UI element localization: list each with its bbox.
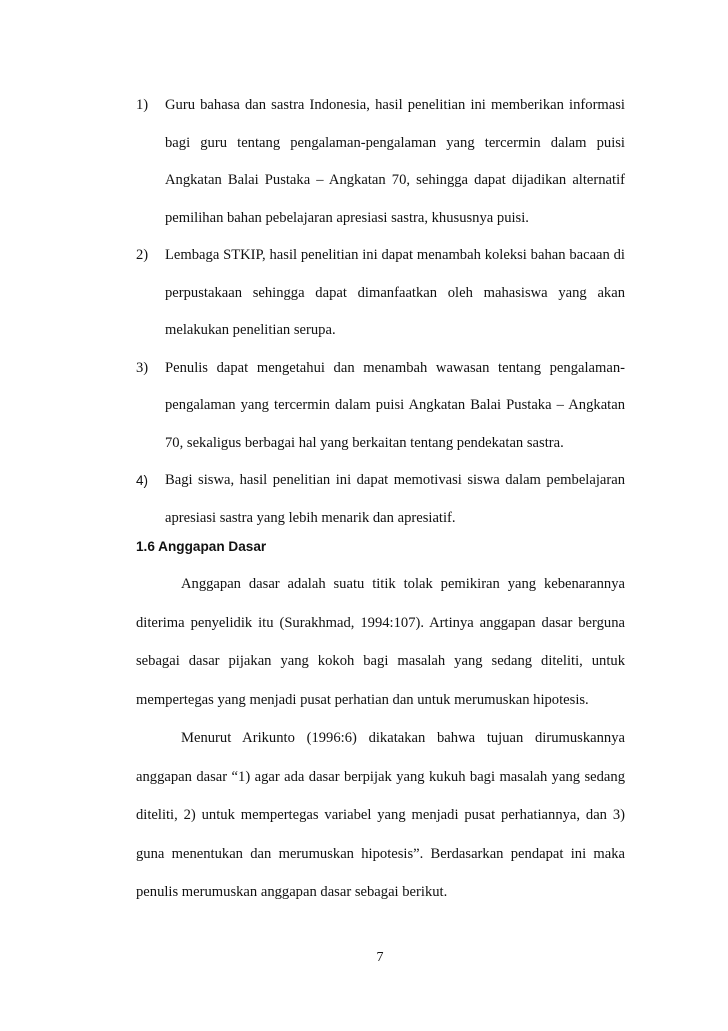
list-number: 4) xyxy=(136,473,149,488)
list-item xyxy=(136,87,625,237)
list-item-text: Bagi siswa, hasil penelitian ini dapat memotivasi siswa dalam pembelajaran apresiasi sastra yang lebih menarik dan apresiatif. xyxy=(165,472,625,526)
page-number: 7 xyxy=(376,950,384,965)
list-item xyxy=(136,350,625,463)
benefits-list xyxy=(136,87,625,537)
list-number: 2) xyxy=(136,247,149,263)
paragraph: Anggapan dasar adalah suatu titik tolak pemikiran yang kebenarannya diterima penyelidik itu (Surakhmad, 1994:107). Artinya anggapan dasar berguna sebagai dasar pijakan yang kokoh bagi masalah yang sedang diteliti, untuk mempertegas yang menjadi pusat perhatian dan untuk merumuskan hipotesis. xyxy=(136,576,625,708)
paragraph: Menurut Arikunto (1996:6) dikatakan bahwa tujuan dirumuskannya anggapan dasar “1) agar ada dasar berpijak yang kukuh bagi masalah yang sedang diteliti, 2) untuk mempertegas variabel yang menjadi pusat perhatiannya, dan 3) guna menentukan dan merumuskan hipotesis”. Berdasarkan pendapat ini maka penulis merumuskan anggapan dasar sebagai berikut. xyxy=(136,730,625,900)
list-item-text: Penulis dapat mengetahui dan menambah wawasan tentang pengalaman-pengalaman yang tercermin dalam puisi Angkatan Balai Pustaka – Angkatan 70, sekaligus berbagai hal yang berkaitan tentang pendekatan sastra. xyxy=(165,359,625,451)
list-item xyxy=(136,237,625,350)
list-item xyxy=(136,462,625,537)
section-heading: 1.6 Anggapan Dasar xyxy=(136,539,267,554)
section-body xyxy=(136,565,625,912)
list-item-text: Guru bahasa dan sastra Indonesia, hasil penelitian ini memberikan informasi bagi guru tentang pengalaman-pengalaman yang tercermin dalam puisi Angkatan Balai Pustaka – Angkatan 70, sehingga dapat dijadikan alternatif pemilihan bahan pebelajaran apresiasi sastra, khususnya puisi. xyxy=(165,97,625,226)
list-number: 3) xyxy=(136,359,149,376)
list-item-text: Lembaga STKIP, hasil penelitian ini dapat menambah koleksi bahan bacaan di perpustakaan sehingga dapat dimanfaatkan oleh mahasiswa yang akan melakukan penelitian serupa. xyxy=(165,247,625,338)
list-number: 1) xyxy=(136,97,149,113)
